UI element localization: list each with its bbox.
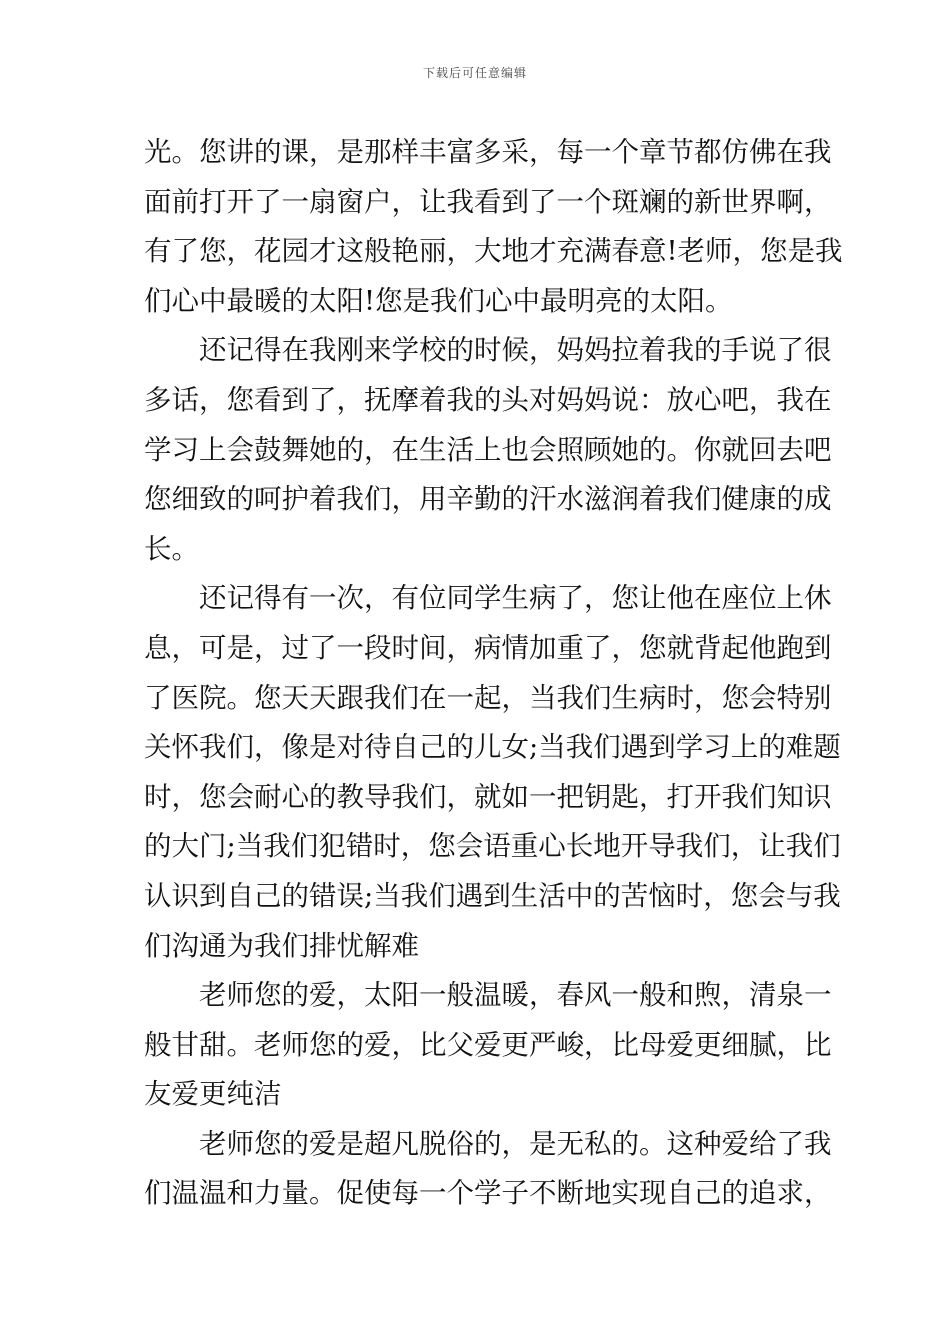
paragraph (144, 971, 832, 1120)
text-line: 面前打开了一扇窗户，让我看到了一个斑斓的新世界啊， (144, 185, 832, 218)
page-header: 下载后可任意编辑 (422, 66, 527, 80)
text-line: 友爱更纯洁 (144, 1078, 282, 1111)
paragraph (144, 574, 841, 971)
text-line: 关怀我们，像是对待自己的儿女;当我们遇到学习上的难题 (144, 731, 841, 764)
paragraph (144, 128, 843, 326)
text-line: 学习上会鼓舞她的，在生活上也会照顾她的。你就回去吧 (144, 433, 832, 466)
text-line: 老师您的爱是超凡脱俗的，是无私的。这种爱给了我 (199, 1127, 832, 1160)
text-line: 们心中最暖的太阳!您是我们心中最明亮的太阳。 (144, 284, 733, 317)
text-line: 有了您，花园才这般艳丽，大地才充满春意!老师，您是我 (144, 235, 843, 268)
text-line: 般甘甜。老师您的爱，比父爱更严峻，比母爱更细腻，比 (144, 1028, 832, 1061)
text-line: 的大门;当我们犯错时，您会语重心长地开导我们，让我们 (144, 830, 841, 863)
paragraph (144, 1120, 832, 1219)
text-line: 了医院。您天天跟我们在一起，当我们生病时，您会特别 (144, 681, 832, 714)
text-line: 们温温和力量。促使每一个学子不断地实现自己的追求， (144, 1177, 832, 1210)
text-line: 息，可是，过了一段时间，病情加重了，您就背起他跑到 (144, 631, 832, 664)
text-line: 时，您会耐心的教导我们，就如一把钥匙，打开我们知识 (144, 780, 832, 813)
text-line: 光。您讲的课，是那样丰富多采，每一个章节都仿佛在我 (144, 136, 832, 168)
text-line: 们沟通为我们排忧解难 (144, 929, 419, 962)
text-line: 多话，您看到了，抚摩着我的头对妈妈说：放心吧，我在 (144, 383, 832, 416)
text-line: 老师您的爱，太阳一般温暖，春风一般和煦，清泉一 (199, 979, 832, 1012)
paragraph (144, 326, 832, 574)
text-line: 长。 (144, 532, 199, 565)
text-line: 认识到自己的错误;当我们遇到生活中的苦恼时，您会与我 (144, 879, 841, 912)
text-line: 还记得有一次，有位同学生病了，您让他在座位上休 (199, 582, 832, 615)
body-text (144, 128, 843, 1219)
text-line: 您细致的呵护着我们，用辛勤的汗水滋润着我们健康的成 (144, 483, 832, 516)
text-line: 还记得在我刚来学校的时候，妈妈拉着我的手说了很 (199, 334, 832, 367)
